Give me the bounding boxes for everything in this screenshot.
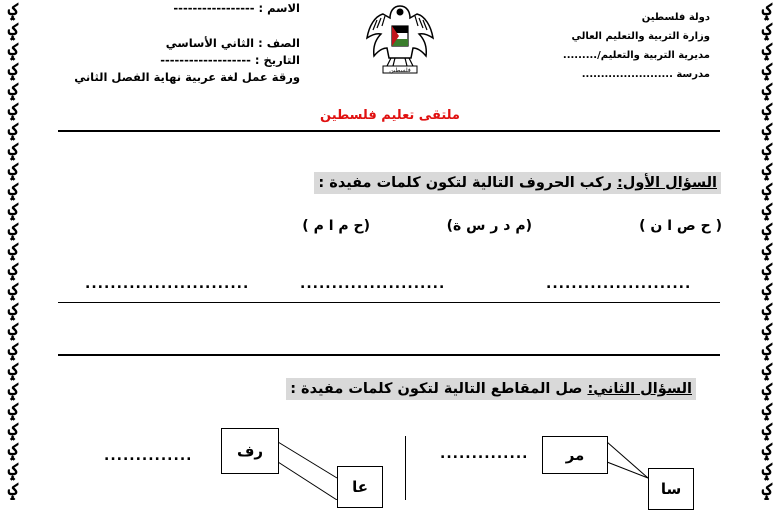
border-ornament-icon: ݤ [762,160,772,180]
q1-text: ركب الحروف التالية لتكون كلمات مفيدة : [318,175,617,191]
border-ornament-icon: ݤ [8,400,18,420]
border-ornament-icon: ݤ [8,280,18,300]
border-ornament-icon: ݤ [8,380,18,400]
border-ornament-icon: ݤ [8,300,18,320]
border-ornament-icon: ݤ [762,300,772,320]
border-ornament-icon: ݤ [8,420,18,440]
border-ornament-icon: ݤ [762,80,772,100]
border-ornament-icon: ݤ [8,180,18,200]
q1-group-3: (ح م ا م ) [302,218,370,234]
border-ornament-icon: ݤ [762,0,772,20]
border-ornament-icon: ݤ [762,280,772,300]
q1-answer-3[interactable]: .......................... [85,276,250,292]
q1-group-2: (م د ر س ة) [446,218,532,234]
border-ornament-icon: ݤ [762,380,772,400]
q1-label: السؤال الأول: [616,175,717,191]
border-ornament-icon: ݤ [762,320,772,340]
q2-answer-right[interactable]: .............. [440,446,529,462]
q2-label: السؤال الثاني: [587,381,692,397]
border-ornament-icon: ݤ [8,40,18,60]
border-ornament-icon: ݤ [762,220,772,240]
border-ornament-icon: ݤ [762,480,772,500]
border-ornament-icon: ݤ [8,20,18,40]
q1-group-1: ( ح ص ا ن ) [639,218,722,234]
q2-answer-left[interactable]: .............. [104,448,193,464]
border-ornament-icon: ݤ [762,460,772,480]
border-ornament-icon: ݤ [762,440,772,460]
border-ornament-icon: ݤ [8,260,18,280]
q1-answer-2[interactable]: ....................... [300,276,446,292]
border-ornament-icon: ݤ [762,20,772,40]
forum-name: ملتقى تعليم فلسطين [320,108,460,123]
border-ornament-icon: ݤ [8,480,18,500]
state-name: دولة فلسطين [641,12,710,23]
border-ornament-icon: ݤ [762,260,772,280]
worksheet-title: ورقة عمل لغة عربية نهاية الفصل الثاني [74,70,300,84]
school-line: مدرسة ........................ [581,69,710,80]
border-ornament-icon: ݤ [762,200,772,220]
emblem-caption: فلسطين [389,67,411,74]
border-ornament-icon: ݤ [762,360,772,380]
grade-line: الصف : الثاني الأساسي [165,36,300,50]
border-ornament-icon: ݤ [8,220,18,240]
border-ornament-icon: ݤ [762,60,772,80]
syllable-box[interactable]: رف [221,428,279,474]
border-ornament-icon: ݤ [8,360,18,380]
border-ornament-icon: ݤ [762,420,772,440]
directorate-line: مديرية التربية والتعليم/......... [562,50,710,61]
border-ornament-icon: ݤ [8,120,18,140]
border-ornament-icon: ݤ [762,40,772,60]
border-ornament-icon: ݤ [762,400,772,420]
q2-text: صل المقاطع التالية لتكون كلمات مفيدة : [290,381,588,397]
border-ornament-icon: ݤ [8,0,18,20]
border-ornament-icon: ݤ [8,320,18,340]
column-divider [405,436,406,500]
border-ornament-icon: ݤ [762,100,772,120]
border-ornament-icon: ݤ [762,120,772,140]
border-ornament-icon: ݤ [8,200,18,220]
date-line: التاريخ : ------------------- [160,53,300,67]
border-ornament-icon: ݤ [8,140,18,160]
border-ornament-icon: ݤ [8,440,18,460]
name-line: الاسم : ----------------- [173,1,300,15]
border-ornament-icon: ݤ [8,240,18,260]
syllable-box[interactable]: مر [542,436,608,474]
border-ornament-icon: ݤ [762,180,772,200]
q1-answer-1[interactable]: ....................... [546,276,692,292]
border-ornament-icon: ݤ [762,240,772,260]
border-ornament-icon: ݤ [8,460,18,480]
syllable-box[interactable]: عا [337,466,383,508]
syllable-box[interactable]: سا [648,468,694,510]
border-ornament-icon: ݤ [8,80,18,100]
border-ornament-icon: ݤ [8,100,18,120]
border-ornament-icon: ݤ [8,340,18,360]
ministry-name: وزارة التربية والتعليم العالي [571,31,710,42]
border-ornament-icon: ݤ [8,60,18,80]
border-ornament-icon: ݤ [762,140,772,160]
border-ornament-icon: ݤ [8,160,18,180]
border-ornament-icon: ݤ [762,340,772,360]
